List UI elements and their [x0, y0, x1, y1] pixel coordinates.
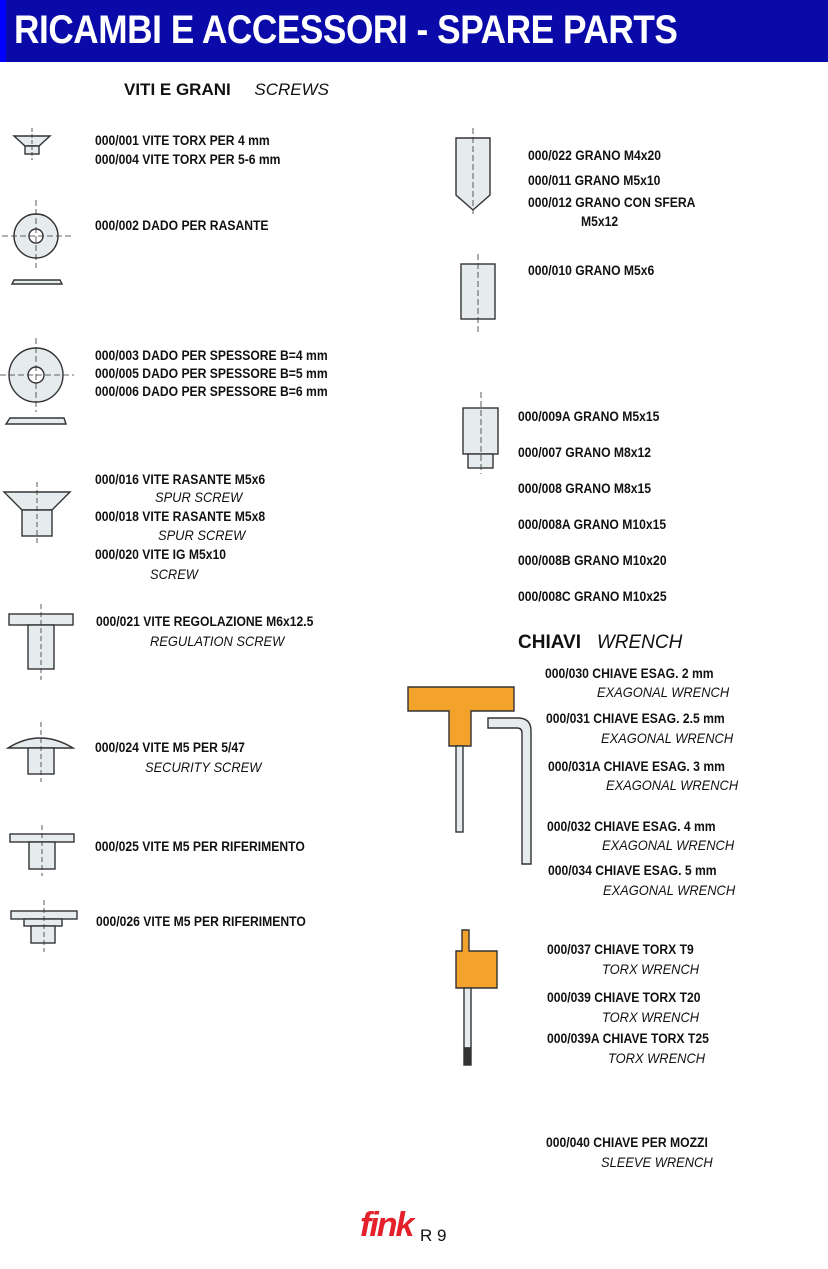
- part-code: M5x12: [581, 214, 619, 229]
- part-code: 000/008B GRANO M10x20: [518, 553, 667, 568]
- torx-flag-wrench-drawing: [456, 930, 497, 1065]
- part-code: 000/021 VITE REGOLAZIONE M6x12.5: [96, 614, 314, 629]
- set-screw-cone-drawing: [456, 128, 490, 214]
- part-code: 000/009A GRANO M5x15: [518, 409, 660, 424]
- part-code: 000/004 VITE TORX PER 5-6 mm: [95, 152, 281, 167]
- part-english-name: EXAGONAL WRENCH: [602, 837, 735, 853]
- section-wrench-title: CHIAVI: [518, 632, 581, 653]
- part-code: 000/003 DADO PER SPESSORE B=4 mm: [95, 348, 328, 363]
- part-code: 000/006 DADO PER SPESSORE B=6 mm: [95, 384, 328, 399]
- page-number: R 9: [420, 1226, 447, 1245]
- fink-logo: fink: [360, 1206, 413, 1244]
- part-english-name: SECURITY SCREW: [145, 759, 262, 775]
- set-screw-flat-drawing: [461, 254, 495, 332]
- part-code: 000/016 VITE RASANTE M5x6: [95, 472, 266, 487]
- security-screw-drawing: [8, 722, 73, 782]
- part-english-name: EXAGONAL WRENCH: [601, 730, 734, 746]
- part-code: 000/032 CHIAVE ESAG. 4 mm: [547, 819, 716, 834]
- part-code: 000/034 CHIAVE ESAG. 5 mm: [548, 863, 717, 878]
- part-code: 000/031A CHIAVE ESAG. 3 mm: [548, 759, 725, 774]
- part-english-name: TORX WRENCH: [602, 1009, 700, 1025]
- part-english-name: REGULATION SCREW: [150, 633, 285, 649]
- part-code: 000/005 DADO PER SPESSORE B=5 mm: [95, 366, 328, 381]
- part-english-name: TORX WRENCH: [608, 1050, 706, 1066]
- set-screw-stepped-drawing: [463, 392, 498, 474]
- part-code: 000/008A GRANO M10x15: [518, 517, 667, 532]
- part-code: 000/020 VITE IG M5x10: [95, 547, 227, 562]
- part-code: 000/030 CHIAVE ESAG. 2 mm: [545, 666, 714, 681]
- regulation-screw-drawing: [9, 604, 73, 680]
- t-handle-hex-wrench-drawing: [408, 687, 514, 832]
- countersunk-screw-drawing: [4, 482, 70, 545]
- part-english-name: SCREW: [150, 566, 198, 582]
- part-english-name: EXAGONAL WRENCH: [606, 777, 739, 793]
- page-title: RICAMBI E ACCESSORI - SPARE PARTS: [14, 8, 678, 52]
- part-code: 000/040 CHIAVE PER MOZZI: [546, 1135, 708, 1150]
- part-english-name: EXAGONAL WRENCH: [603, 882, 736, 898]
- torx-screw-drawing: [14, 128, 50, 160]
- reference-screw-2-drawing: [11, 900, 77, 952]
- l-hex-key-drawing: [488, 718, 531, 864]
- part-code: 000/011 GRANO M5x10: [528, 173, 661, 188]
- part-english-name: TORX WRENCH: [602, 961, 700, 977]
- part-code: 000/008 GRANO M8x15: [518, 481, 652, 496]
- part-code: 000/001 VITE TORX PER 4 mm: [95, 133, 270, 148]
- part-english-name: SPUR SCREW: [158, 527, 246, 543]
- part-code: 000/002 DADO PER RASANTE: [95, 218, 269, 233]
- part-code: 000/012 GRANO CON SFERA: [528, 195, 696, 210]
- part-code: 000/018 VITE RASANTE M5x8: [95, 509, 266, 524]
- washer-drawing: [2, 200, 72, 284]
- part-code: 000/007 GRANO M8x12: [518, 445, 652, 460]
- part-code: 000/010 GRANO M5x6: [528, 263, 655, 278]
- part-code: 000/031 CHIAVE ESAG. 2.5 mm: [546, 711, 725, 726]
- part-english-name: SPUR SCREW: [155, 489, 243, 505]
- part-english-name: EXAGONAL WRENCH: [597, 684, 730, 700]
- part-code: 000/039 CHIAVE TORX T20: [547, 990, 701, 1005]
- part-code: 000/024 VITE M5 PER 5/47: [95, 740, 245, 755]
- section-screws-subtitle: SCREWS: [254, 80, 329, 99]
- part-english-name: SLEEVE WRENCH: [601, 1154, 713, 1170]
- section-screws-title: VITI E GRANI: [124, 80, 231, 99]
- reference-screw-drawing: [10, 825, 74, 876]
- part-code: 000/037 CHIAVE TORX T9: [547, 942, 694, 957]
- part-code: 000/025 VITE M5 PER RIFERIMENTO: [95, 839, 305, 854]
- part-code: 000/008C GRANO M10x25: [518, 589, 667, 604]
- part-code: 000/026 VITE M5 PER RIFERIMENTO: [96, 914, 306, 929]
- part-code: 000/022 GRANO M4x20: [528, 148, 662, 163]
- section-wrench-subtitle: WRENCH: [596, 632, 683, 653]
- washer-thick-drawing: [0, 338, 74, 424]
- part-code: 000/039A CHIAVE TORX T25: [547, 1031, 709, 1046]
